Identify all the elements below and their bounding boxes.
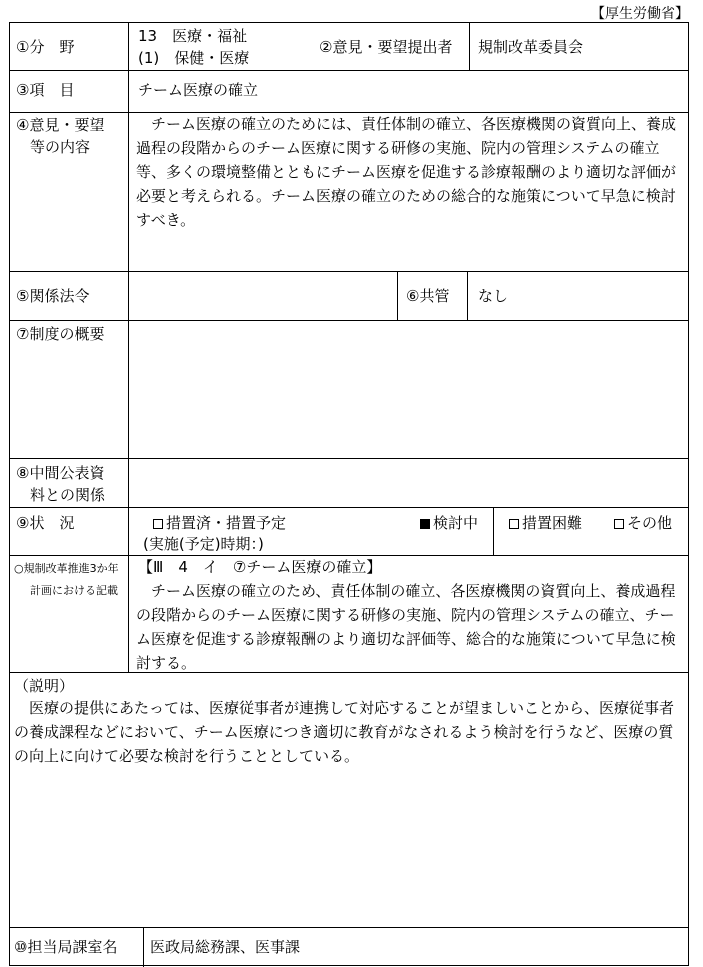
row-divider	[10, 927, 688, 928]
plan-label-line1: ○規制改革推進3か年	[14, 562, 119, 575]
column-divider	[397, 271, 398, 320]
checkbox-icon	[509, 519, 519, 529]
row-divider	[10, 320, 688, 321]
row-divider	[10, 271, 688, 272]
field-value-line2: (1) 保健・医療	[138, 49, 250, 67]
explanation-content: 医療の提供にあたっては、医療従事者が連携して対応することが望ましいことから、医療従事者の養成課程などにおいて、チーム医療につき適切に教育がなされるよう検討を行うなど、医療の質の向上に向けて必要な検討を行うこととしている。	[14, 699, 675, 765]
system-overview-label: ⑦制度の概要	[16, 325, 105, 343]
column-divider	[143, 927, 144, 967]
form-table	[9, 22, 689, 966]
label-column-divider	[128, 23, 129, 672]
request-content: チーム医療の確立のためには、責任体制の確立、各医療機関の資質向上、養成過程の段階からのチーム医療に関する研修の実施、院内の管理システムの確立等、多くの環境整備とともにチーム医療を促進する診療報酬のより適切な評価が必要と考えられる。チーム医療の確立のための総合的な施策について早急に検討すべき。	[136, 115, 677, 229]
item-value: チーム医療の確立	[138, 81, 259, 99]
status-option-difficult[interactable]: 措置困難	[509, 513, 582, 533]
status-option-under-review[interactable]: 検討中	[420, 513, 478, 533]
row-divider	[10, 555, 688, 556]
interim-label-line2: 料との関係	[30, 486, 106, 504]
request-label-line1: ④意見・要望	[16, 116, 105, 134]
column-divider	[493, 507, 494, 555]
department-label: ⑩担当局課室名	[14, 938, 118, 956]
interim-label-line1: ⑧中間公表資	[16, 464, 105, 482]
checkbox-icon	[614, 519, 624, 529]
submitter-value: 規制改革委員会	[478, 38, 584, 56]
status-option-implemented[interactable]: 措置済・措置予定	[153, 513, 286, 533]
plan-label-line2: 計画における記載	[30, 584, 118, 597]
joint-label: ⑥共管	[406, 287, 450, 305]
implementation-schedule: (実施(予定)時期：)	[143, 535, 264, 553]
checkbox-icon	[153, 519, 163, 529]
row-divider	[10, 507, 688, 508]
row-divider	[10, 70, 688, 71]
column-divider	[467, 271, 468, 320]
plan-heading: 【Ⅲ 4 イ ⑦チーム医療の確立】	[138, 558, 382, 576]
submitter-label: ②意見・要望提出者	[319, 38, 453, 56]
plan-content: チーム医療の確立のため、責任体制の確立、各医療機関の資質向上、養成過程の段階からのチーム医療に関する研修の実施、院内の管理システムの確立、チーム医療を促進する診療報酬のより適切な評価等、総合的な施策について早急に検討する。	[136, 582, 676, 672]
related-law-label: ⑤関係法令	[16, 287, 90, 305]
ministry-label: 【厚生労働省】	[591, 6, 689, 22]
field-value-line1: 13 医療・福祉	[138, 27, 248, 45]
joint-value: なし	[478, 287, 509, 305]
explanation-heading: （説明）	[14, 677, 75, 695]
checkbox-checked-icon	[420, 519, 430, 529]
field-label: ①分 野	[16, 38, 75, 56]
item-label: ③項 目	[16, 81, 75, 99]
row-divider	[10, 458, 688, 459]
status-label: ⑨状 況	[16, 514, 75, 532]
department-value: 医政局総務課、医事課	[150, 938, 301, 956]
column-divider	[469, 23, 470, 70]
request-label-line2: 等の内容	[30, 138, 91, 156]
status-option-other[interactable]: その他	[614, 513, 672, 533]
